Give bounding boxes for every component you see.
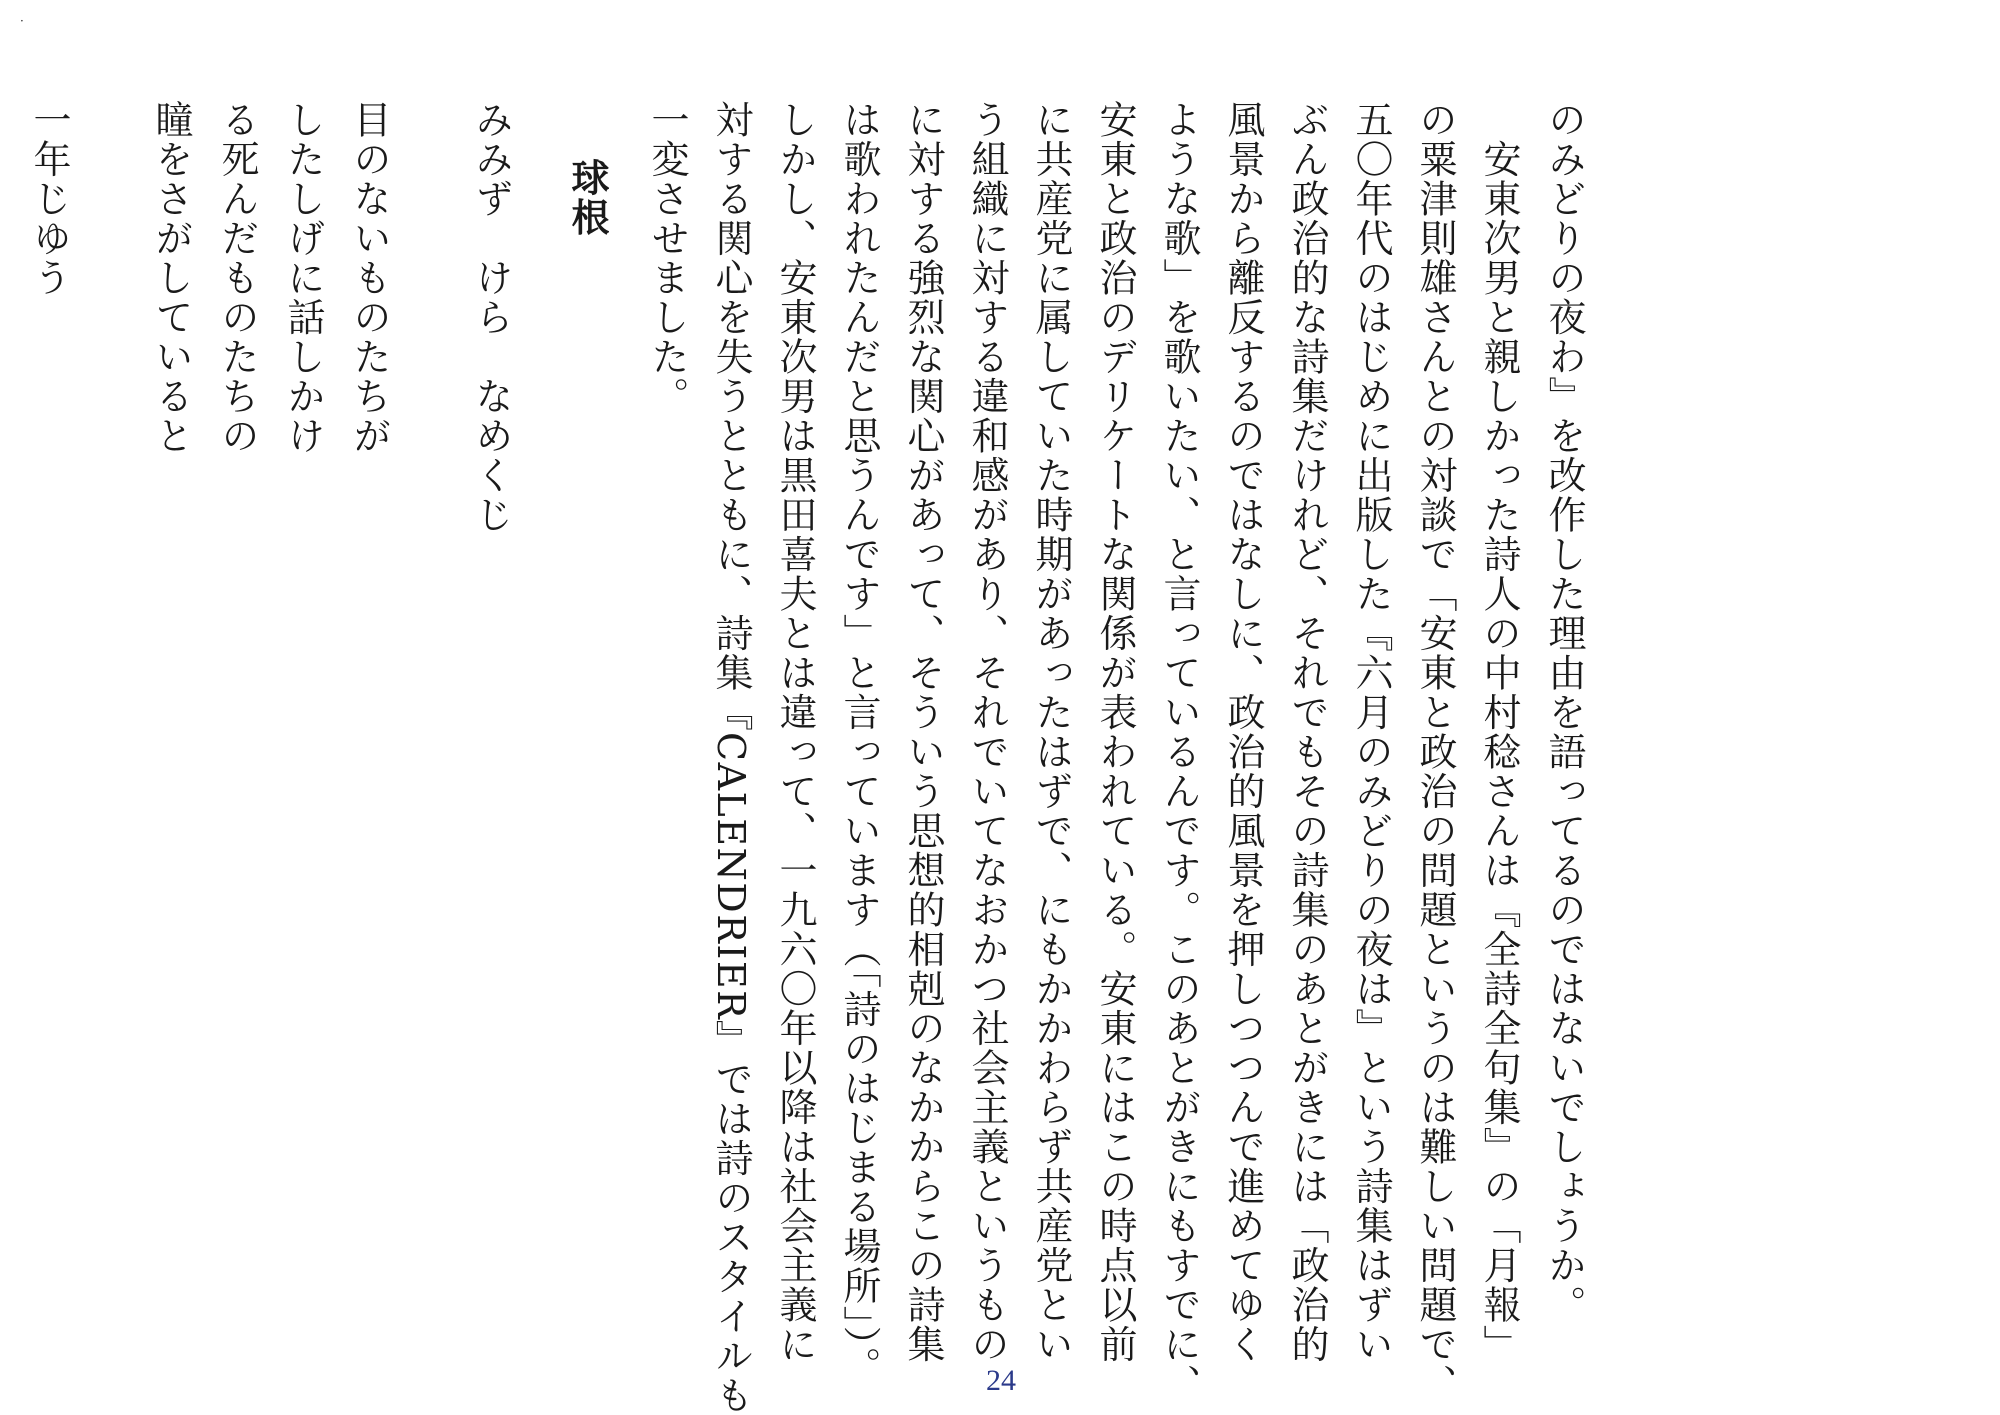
prose-line: 対する関心を失うとともに、詩集『CALENDRIER』では詩のスタイルも [709,100,753,1415]
poem-line: みみず けら なめくじ [469,100,513,535]
corner-mark: · [20,14,24,28]
prose-line: の粟津則雄さんとの対談で「安東と政治の問題というのは難しい問題で、 [1413,100,1457,1404]
page-number: 24 [986,1364,1016,1397]
poem-line: したしげに話しかけ [281,100,325,456]
prose-line: に対する強烈な関心があって、そういう思想的相剋のなかからこの詩集 [901,100,945,1364]
poem-line: 目のないものたちが [347,100,391,456]
prose-line: しかし、安東次男は黒田喜夫とは違って、一九六〇年以降は社会主義に [773,100,817,1364]
prose-line: 五〇年代のはじめに出版した『六月のみどりの夜は』という詩集はずい [1349,100,1393,1364]
poem-title: 球根 [565,158,609,237]
prose-line: 一変させました。 [645,100,689,416]
poem-line: 一年じゆう [27,100,71,298]
prose-line: ような歌」を歌いたい、と言っているんです。このあとがきにもすでに、 [1157,100,1201,1404]
prose-line: 安東と政治のデリケートな関係が表われている。安東にはこの時点以前 [1093,100,1137,1364]
prose-line: う組織に対する違和感があり、それでいてなおかつ社会主義というもの [965,100,1009,1364]
prose-line: は歌われたんだと思うんです」と言っています（「詩のはじまる場所」）。 [837,100,881,1386]
poem-line: 瞳をさがしていると [149,100,193,456]
prose-line: 安東次男と親しかった詩人の中村稔さんは『全詩全句集』の「月報」 [1477,100,1521,1364]
prose-line: に共産党に属していた時期があったはずで、にもかかわらず共産党とい [1029,100,1073,1364]
prose-line: 風景から離反するのではなしに、政治的風景を押しつつんで進めてゆく [1221,100,1265,1364]
prose-line: ぶん政治的な詩集だけれど、それでもその詩集のあとがきには「政治的 [1285,100,1329,1364]
prose-line: のみどりの夜わ』を改作した理由を語ってるのではないでしょうか。 [1542,100,1586,1325]
poem-line: る死んだものたちの [215,100,259,456]
